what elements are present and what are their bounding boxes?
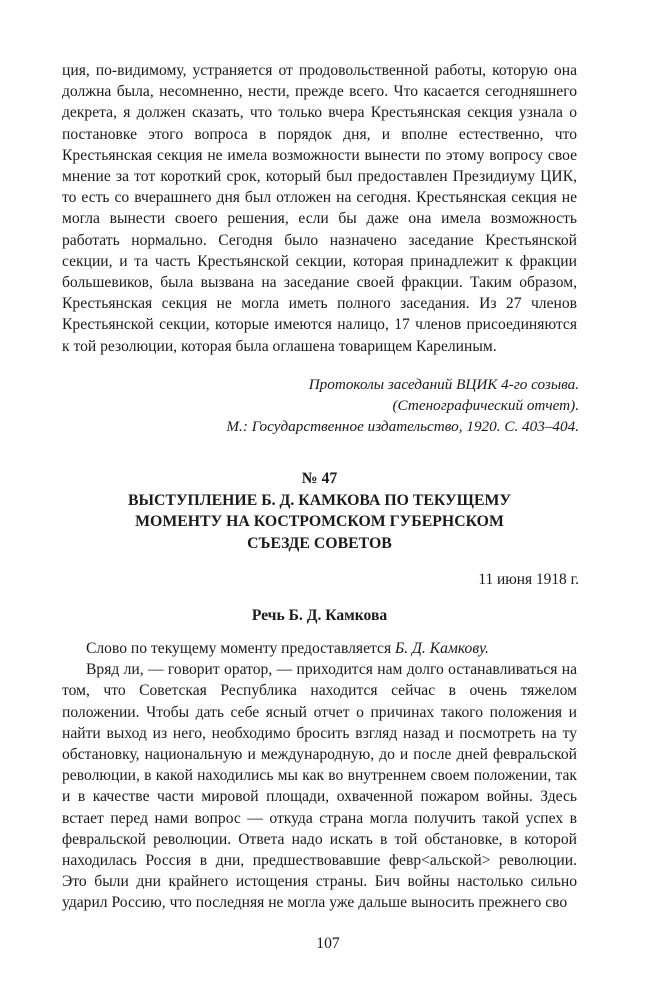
speaker-name: Б. Д. Камкову.	[395, 640, 489, 657]
document-title-line: СЪЕЗДЕ СОВЕТОВ	[247, 534, 392, 552]
document-title-line: ВЫСТУПЛЕНИЕ Б. Д. КАМКОВА ПО ТЕКУЩЕМУ	[127, 491, 512, 509]
document-number: № 47	[301, 470, 338, 487]
paragraph-text: Слово по текущему моменту предоставляется	[86, 640, 396, 657]
citation-line: (Стенографический отчет).	[392, 397, 579, 415]
citation-line: Протоколы заседаний ВЦИК 4-го созыва.	[308, 376, 579, 393]
speech-title: Речь Б. Д. Камкова	[251, 607, 388, 624]
document-title-line: МОМЕНТУ НА КОСТРОМСКОМ ГУБЕРНСКОМ	[135, 513, 504, 530]
continued-paragraph	[62, 60, 577, 357]
paragraph	[62, 638, 577, 659]
paragraph-text: ция, по-видимому, устраняется от продовольственной работы, которую она должна была, несомненно, нести, прежде всего. Что касается сегодняшнего декрета, я должен сказать, что только вчера Крестьянская секция узнала о постановке этого вопроса в порядок дня, и вполне естественно, что Крестьянская секция не имела возможности вынести по этому вопросу свое мнение за тот короткий срок, который был предоставлен Президиуму ЦИК, то есть со вчерашнего дня был отложен на сегодня. Крестьянская секция не могла вынести своего решения, если бы даже она имела возможность работать нормально. Сегодня было назначено заседание Крестьянской секции, и та часть Крестьянской секции, которая принадлежит к фракции большевиков, была вызвана на заседание своей фракции. Таким образом, Крестьянская секция не могла иметь полного заседания. Из 27 членов Крестьянской секции, которые имеются налицо, 17 членов присоединяются к той резолюции, которая была оглашена товарищем Карелиным.	[62, 62, 577, 355]
speech-body	[62, 638, 577, 914]
page-number: 107	[316, 935, 340, 952]
paragraph: Вряд ли, — говорит оратор, — приходится нам долго останавливаться на том, что Советская Республика находится сейчас в очень тяжелом положении. Чтобы дать себе ясный отчет о причинах такого положения и найти выход из него, необходимо бросить взгляд назад и посмотреть на ту обстановку, национальную и международную, до и после дней февральской революции, в какой находились мы как во внутреннем своем положении, так и в качестве части мировой площади, охваченной пожаром войны. Здесь встает перед нами вопрос — откуда страна могла получить такой успех в февральской революции. Ответа надо искать в той обстановке, в которой находилась Россия в дни, предшествовавшие февр<альской> революции. Это были дни крайнего истощения страны. Бич войны настолько сильно ударил Россию, что последняя не могла уже дальше выносить прежнего сво	[62, 661, 577, 912]
citation-line: М.: Государственное издательство, 1920. С. 403–404.	[226, 418, 579, 436]
document-heading	[62, 468, 577, 554]
source-citation	[226, 374, 579, 438]
document-date: 11 июня 1918 г.	[478, 571, 579, 588]
